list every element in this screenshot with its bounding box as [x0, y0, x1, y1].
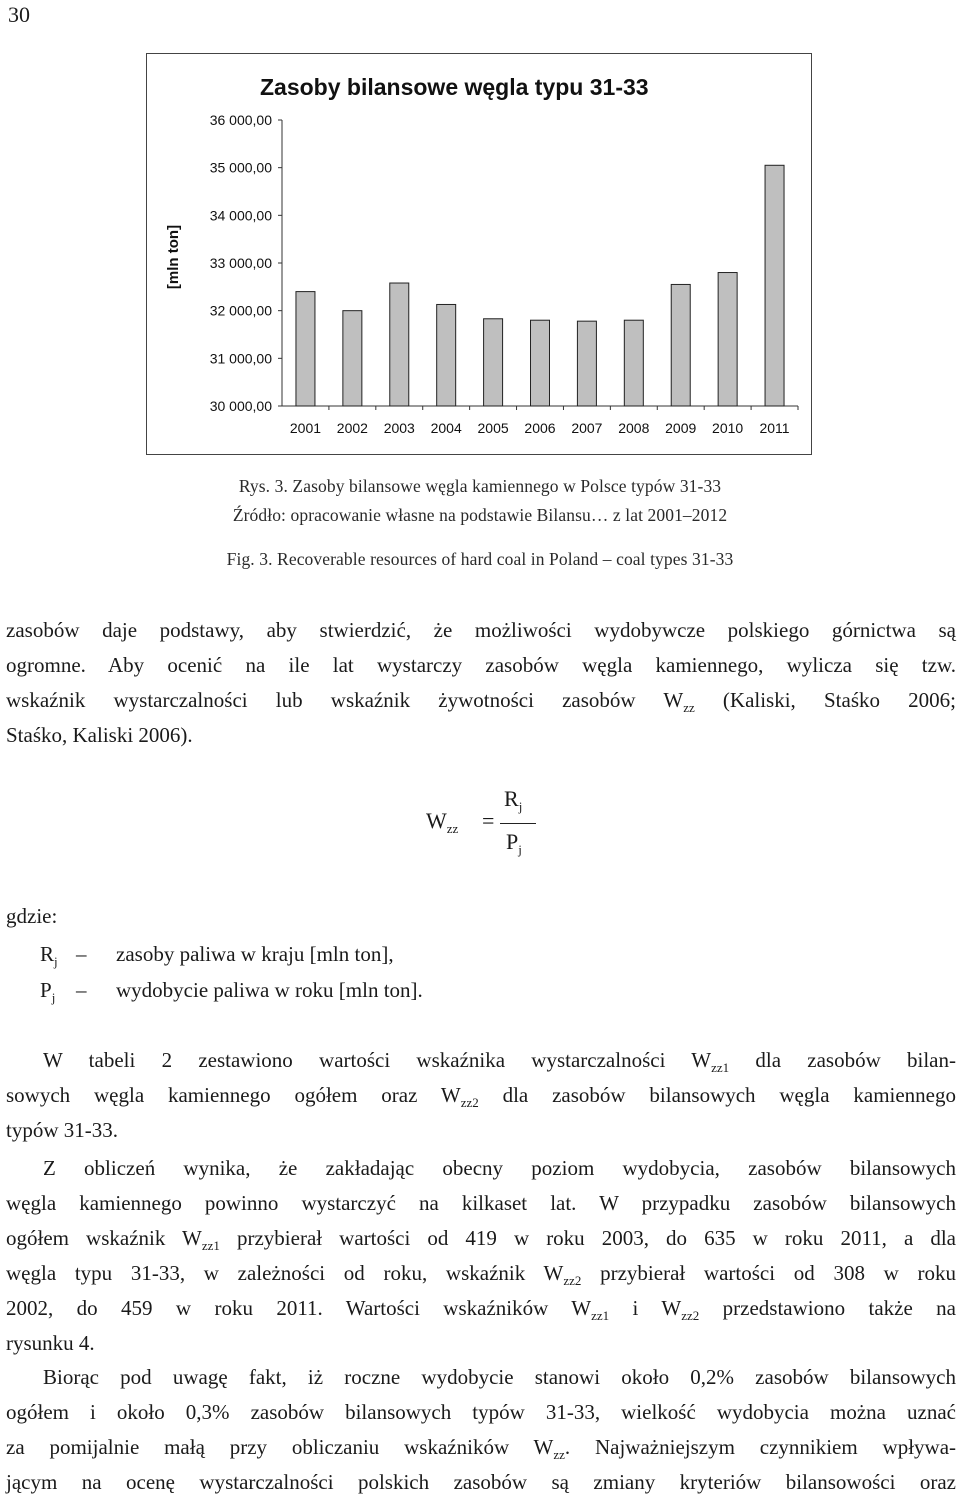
paragraph-line: sowych węgla kamiennego ogółem oraz $W_{zz2}$ dla zasobów bilansowych węgla kamiennego [6, 1083, 957, 1110]
formula-denominator: $P_j$ [506, 829, 522, 857]
paragraph-line: węgla typu 31-33, w zależności od roku, wskaźnik $W_{zz2}$ przybierał wartości od 308 w roku [6, 1261, 956, 1288]
paragraph-line: węgla kamiennego powinno wystarczyć na kilkaset lat. W przypadku zasobów bilansowych [6, 1191, 956, 1215]
x-tick-label: 2002 [336, 420, 368, 436]
chart-figure [146, 53, 812, 455]
paragraph-2 [6, 1043, 956, 1148]
chart-title: Zasoby bilansowe węgla typu 31-33 [260, 74, 649, 100]
paragraph-line: W tabeli 2 zestawiono wartości wskaźnika wystarczalności $W_{zz1}$ dla zasobów bilan- [43, 1048, 956, 1075]
y-tick-label: 34 000,00 [209, 207, 272, 224]
y-tick-label: 32 000,00 [209, 302, 272, 319]
paragraph-line: ogółem wskaźnik $W_{zz1}$ przybierał wartości od 419 w roku 2003, do 635 w roku 2011, a dla [6, 1226, 957, 1253]
x-tick-label: 2008 [618, 420, 650, 436]
y-axis-label: [mln ton] [165, 224, 182, 290]
paragraph-line: ogółem i około 0,3% zasobów bilansowych typów 31-33, wielkość wydobycia można uznać [6, 1400, 956, 1424]
x-tick-label: 2001 [289, 420, 322, 436]
bar-chart [147, 54, 811, 454]
definition-text: zasoby paliwa w kraju [mln ton], [116, 942, 394, 966]
paragraph-line: Biorąc pod uwagę fakt, iż roczne wydobycie stanowi około 0,2% zasobów bilansowych [43, 1365, 956, 1389]
definition-text: wydobycie paliwa w roku [mln ton]. [116, 978, 423, 1002]
bar [343, 311, 362, 406]
paragraph-line: 2002, do 459 w roku 2011. Wartości wskaźników $W_{zz1}$ i $W_{zz2}$ przedstawiono także na [6, 1296, 956, 1323]
x-tick-label: 2004 [430, 420, 462, 436]
definition-symbol: $P_j$ [40, 978, 56, 1005]
bar [484, 319, 503, 406]
bar [577, 321, 596, 406]
y-tick-label: 33 000,00 [209, 255, 272, 271]
paragraph-line: rysunku 4. [6, 1331, 95, 1355]
paragraph-line: jącym na ocenę wystarczalności polskich zasobów są zmiany kryteriów bilansowości oraz [6, 1470, 956, 1494]
x-tick-label: 2010 [712, 420, 744, 436]
x-tick-label: 2003 [383, 420, 415, 436]
y-tick-label: 30 000,00 [209, 398, 272, 414]
page-number: 30 [8, 2, 30, 27]
x-tick-label: 2007 [571, 420, 603, 436]
paragraph-line: zasobów daje podstawy, aby stwierdzić, że możliwości wydobywcze polskiego górnictwa są [6, 618, 956, 642]
x-tick-label: 2005 [477, 420, 509, 436]
bar [437, 304, 456, 406]
definitions-intro: gdzie: [6, 904, 58, 928]
figure-caption-en: Fig. 3. Recoverable resources of hard coal in Poland – coal types 31-33 [226, 549, 734, 569]
bar [390, 283, 409, 406]
definition-symbol: $R_j$ [40, 942, 58, 969]
paragraph-line: za pomijalnie małą przy obliczaniu wskaźników $W_{zz}$. Najważniejszym czynnikiem wpływa- [6, 1435, 957, 1462]
paragraph-line: wskaźnik wystarczalności lub wskaźnik żywotności zasobów $W_{zz}$ (Kaliski, Staśko 2006; [6, 688, 956, 715]
bar [624, 320, 643, 406]
y-tick-label: 31 000,00 [209, 350, 272, 367]
x-tick-label: 2011 [759, 420, 790, 436]
paragraph-line: Z obliczeń wynika, że zakładając obecny poziom wydobycia, zasobów bilansowych [43, 1156, 956, 1180]
figure-caption-pl: Rys. 3. Zasoby bilansowe węgla kamiennego w Polsce typów 31-33 [238, 476, 722, 496]
bar [765, 165, 784, 406]
paragraph-line: typów 31-33. [6, 1118, 118, 1142]
bar [296, 292, 315, 406]
bar [671, 284, 690, 406]
paragraph-line: ogromne. Aby ocenić na ile lat wystarczy zasobów węgla kamiennego, wylicza się tzw. [6, 653, 956, 677]
y-tick-label: 35 000,00 [209, 159, 272, 176]
x-tick-label: 2006 [524, 420, 556, 436]
formula-numerator: $R_j$ [504, 786, 523, 814]
paragraph-4 [6, 1360, 956, 1500]
bar [531, 320, 550, 406]
bar [718, 273, 737, 406]
figure-source: Źródło: opracowanie własne na podstawie Bilansu… z lat 2001–2012 [232, 505, 728, 525]
paragraph-line: Staśko, Kaliski 2006). [6, 723, 193, 747]
paragraph-1 [6, 613, 956, 753]
paragraph-3 [6, 1151, 956, 1361]
x-tick-label: 2009 [665, 420, 697, 436]
fraction-bar [500, 823, 536, 824]
y-tick-label: 36 000,00 [209, 112, 272, 128]
